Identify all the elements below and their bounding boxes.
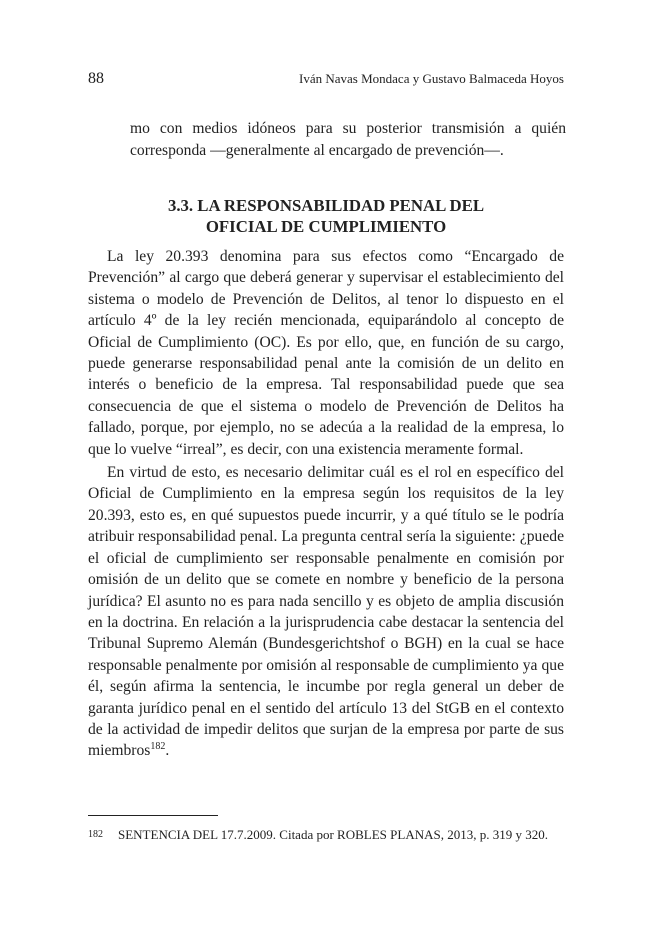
footnote-divider	[88, 815, 218, 816]
paragraph-1: La ley 20.393 denomina para sus efectos como “Encargado de Prevención” al cargo que deberá generar y supervisar el establecimiento del sistema o modelo de Prevención de Delitos, al tenor lo dispuesto en el artículo 4º de la ley recién mencionada, equiparándolo al concepto de Oficial de Cumplimiento (OC). Es por ello, que, en función de su cargo, puede generarse responsabilidad penal ante la comisión de un delito en interés o beneficio de la empresa. Tal responsabilidad puede que sea consecuencia de que el sistema o modelo de Prevención de Delitos ha fallado, porque, por ejemplo, no se adecúa a la realidad de la empresa, lo que lo vuelve “irreal”, es decir, con una existencia meramente formal.	[88, 248, 564, 458]
paragraph-2-text: En virtud de esto, es necesario delimitar cuál es el rol en específico del Oficial de Cumplimiento en la empresa según los requisitos de la ley 20.393, esto es, en qué supuestos puede incurrir, y a qué título se le podría atribuir responsabilidad penal. La pregunta central sería la siguiente: ¿puede el oficial de cumplimiento ser responsable penalmente en comisión por omisión de un delito que se comete en nombre y beneficio de la persona jurídica? El asunto no es para nada sencillo y es objeto de amplia discusión en la doctrina. En relación a la jurisprudencia cabe destacar la sentencia del Tribunal Supremo Alemán (Bundesgerichtshof o BGH) en la cual se hace responsable penalmente por omisión al responsable de cumplimiento ya que él, según afirma la sentencia, le incumbe por regla general un deber de garanta jurídico penal en el sentido del artículo 13 del StGB en el contexto de la actividad de impedir delitos que surjan de la empresa por parte de sus miembros	[88, 464, 564, 760]
section-heading-line1: 3.3. LA RESPONSABILIDAD PENAL DEL	[167, 196, 485, 215]
footnote-text: SENTENCIA DEL 17.7.2009. Citada por ROBLES PLANAS, 2013, p. 319 y 320.	[118, 827, 548, 842]
page-number: 88	[88, 70, 104, 87]
section-heading-line2: OFICIAL DE CUMPLIMIENTO	[205, 217, 447, 236]
paragraph-2: En virtud de esto, es necesario delimitar cuál es el rol en específico del Oficial de Cumplimiento en la empresa según los requisitos de la ley 20.393, esto es, en qué supuestos puede incurrir, y a qué título se le podría atribuir responsabilidad penal. La pregunta central sería la siguiente: ¿puede el oficial de cumplimiento ser responsable penalmente en comisión por omisión de un delito que se comete en nombre y beneficio de la persona jurídica? El asunto no es para nada sencillo y es objeto de amplia discusión en la doctrina. En relación a la jurisprudencia cabe destacar la sentencia del Tribunal Supremo Alemán (Bundesgerichtshof o BGH) en la cual se hace responsable penalmente por omisión al responsable de cumplimiento ya que él, según afirma la sentencia, le incumbe por regla general un deber de garanta jurídico penal en el sentido del artículo 13 del StGB en el contexto de la actividad de impedir delitos que surjan de la empresa por parte de sus miembros$^{182}$.	[88, 464, 564, 760]
quote-continuation: mo con medios idóneos para su posterior transmisión a quién corresponda —generalmente al encargado de prevención—.	[130, 120, 566, 159]
page-header	[88, 70, 564, 90]
footnote-number: 182	[88, 829, 103, 840]
footnote	[88, 826, 564, 844]
body-text	[88, 246, 564, 762]
running-head: Iván Navas Mondaca y Gustavo Balmaceda Hoyos	[299, 71, 564, 86]
footnote-reference[interactable]: 182	[150, 741, 166, 753]
section-heading	[88, 195, 564, 237]
